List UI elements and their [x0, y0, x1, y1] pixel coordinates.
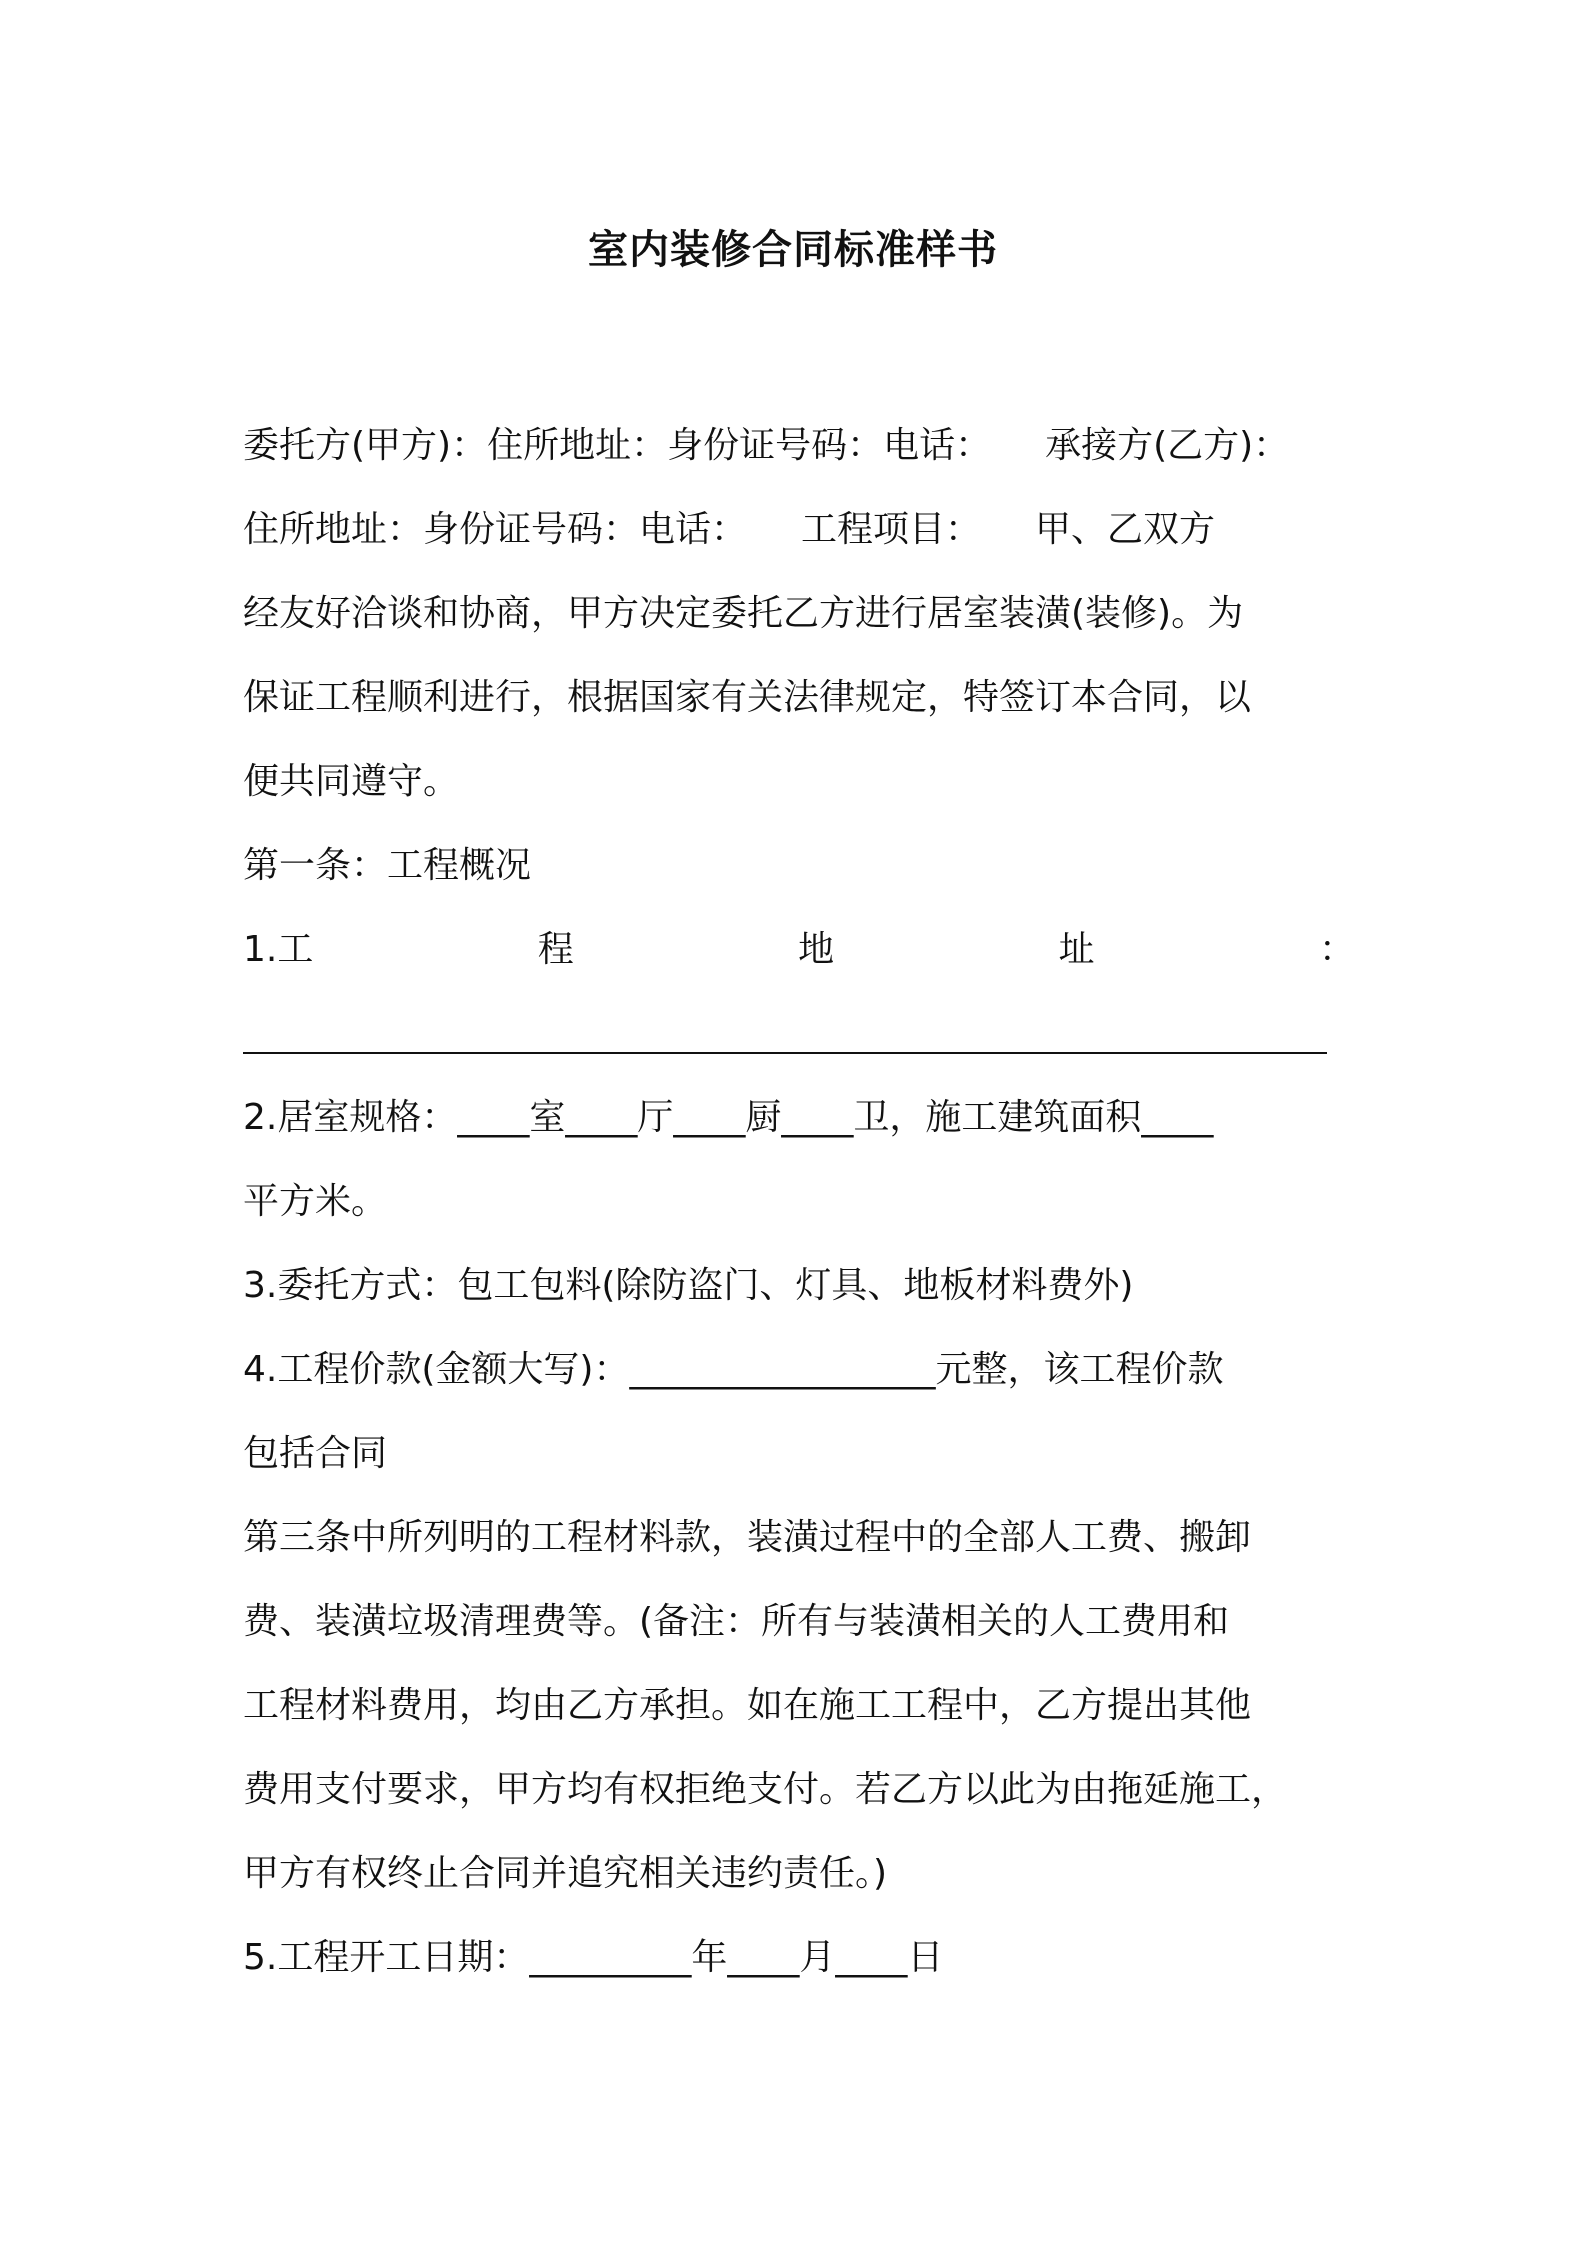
- document-title: 室内装修合同标准样书: [588, 227, 998, 273]
- paragraph-line: 住所地址：身份证号码：电话： 工程项目： 甲、乙双方: [243, 509, 1216, 550]
- paragraph-line: 费、装潢垃圾清理费等。(备注：所有与装潢相关的人工费用和: [243, 1601, 1230, 1642]
- paragraph-line: 第三条中所列明的工程材料款，装潢过程中的全部人工费、搬卸: [243, 1517, 1252, 1558]
- paragraph-line: 保证工程顺利进行，根据国家有关法律规定，特签订本合同，以: [243, 677, 1252, 718]
- paragraph-line: 经友好洽谈和协商，甲方决定委托乙方进行居室装潢(装修)。为: [243, 593, 1244, 634]
- document-body: [243, 404, 1355, 2000]
- address-line: [243, 908, 1355, 992]
- article-heading: 第一条：工程概况: [243, 845, 532, 886]
- address-part: 程: [537, 929, 574, 970]
- paragraph-line: 4.工程价款(金额大写)：_________________元整，该工程价款: [243, 1349, 1224, 1390]
- paragraph-line: 便共同遵守。: [243, 761, 460, 802]
- paragraph-line: 包括合同: [243, 1433, 388, 1474]
- paragraph-line: 5.工程开工日期：_________年____月____日: [243, 1937, 944, 1978]
- paragraph-line: 工程材料费用，均由乙方承担。如在施工工程中，乙方提出其他: [243, 1685, 1252, 1726]
- paragraph-line: 2.居室规格：____室____厅____厨____卫，施工建筑面积____: [243, 1097, 1214, 1138]
- address-part: 1.工: [243, 929, 314, 970]
- address-fill-line: [243, 992, 1355, 1076]
- paragraph-line: 平方米。: [243, 1181, 388, 1222]
- address-part: 地: [798, 929, 835, 970]
- paragraph-line: 3.委托方式：包工包料(除防盗门、灯具、地板材料费外): [243, 1265, 1134, 1306]
- party-info-line: [243, 404, 1355, 488]
- paragraph-line: 甲方有权终止合同并追究相关违约责任。): [243, 1853, 888, 1894]
- address-part: ：: [1318, 929, 1355, 970]
- address-part: 址: [1058, 929, 1095, 970]
- paragraph-line: 费用支付要求，甲方均有权拒绝支付。若乙方以此为由拖延施工，: [243, 1769, 1288, 1810]
- party-info-text: 委托方(甲方)：住所地址：身份证号码：电话： 承接方(乙方)：: [243, 425, 1290, 466]
